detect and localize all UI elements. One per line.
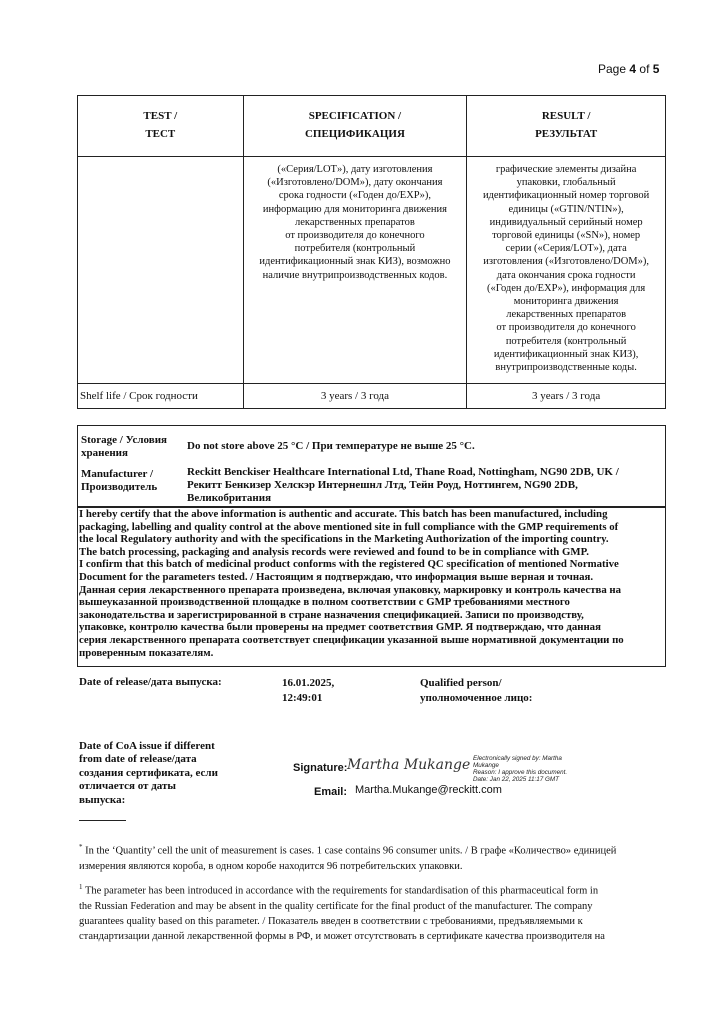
certification-line: I confirm that this batch of medicinal product conforms with the registered QC specification of mentioned Normative bbox=[79, 558, 619, 571]
specification-cell bbox=[243, 157, 467, 384]
shelf-life-spec: 3 years / 3 года bbox=[243, 384, 467, 409]
certification-line: законодательства и зарегистрированной в стране назначения спецификацией. Записи по производству, bbox=[79, 608, 584, 621]
manufacturer-value: Reckitt Benckiser Healthcare International Ltd, Thane Road, Nottingham, NG90 2DB, UK / Рекитт Бенкизер Хелскэр Интернешнл Лтд, Тейн Роуд, Ноттингем, NG90 2DB, Великобритания bbox=[187, 466, 619, 504]
result-line: дата окончания срока годности bbox=[496, 269, 636, 281]
result-line: идентификационный номер торговой bbox=[482, 190, 650, 202]
certification-line: проверенным показателям. bbox=[79, 646, 214, 659]
shelf-life-test: Shelf life / Срок годности bbox=[78, 384, 244, 409]
storage-value: Do not store above 25 °C / При температуре не выше 25 °C. bbox=[187, 440, 475, 452]
specification-line: идентификационный знак КИЗ), возможно bbox=[259, 256, 451, 268]
certification-line: упаковке, контролю качества были проверены на предмет соответствия GMP. Я подтверждаю, что данная bbox=[79, 621, 601, 634]
certification-box bbox=[77, 507, 666, 667]
electronic-signature-stamp: Electronically signed by: Martha Mukange Reason: I approve this document. Date: Jan 22, 2025 11:17 GMT bbox=[473, 755, 568, 783]
certification-text bbox=[78, 508, 665, 659]
result-line: изготовления («Изготовлено/DOM»), bbox=[483, 256, 649, 268]
footnote-one: $^1$ The parameter has been introduced in accordance with the requirements for standardisation of this pharmaceutical form in the Russian Federation and may be absent in the quality certificate for the final product of the manufacturer. The company guarantees quality based on this parameter. / Показатель введен в соответствии с требованиями, предъявляемыми к стандартизации данной лекарственной формы в РФ, и может отсутствовать в сертификате качества производителя на bbox=[79, 883, 605, 942]
specification-line: («Изготовлено/DOM»), дату окончания bbox=[267, 177, 443, 189]
header-result: RESULT / РЕЗУЛЬТАТ bbox=[467, 96, 666, 157]
footnote-star: * In the ‘Quantity’ cell the unit of measurement is cases. 1 case contains 96 consumer units. / В графе «Количество» единицей измерения являются короба, в одном коробе находится 96 потребительских упаковки. bbox=[79, 843, 617, 872]
certification-line: серия лекарственного препарата соответствует спецификации указанной выше нормативной документации по bbox=[79, 633, 624, 646]
table-header-row bbox=[78, 96, 666, 157]
table-row-continued bbox=[78, 157, 666, 384]
certification-line: I hereby certify that the above information is authentic and accurate. This batch has been manufactured, including bbox=[79, 508, 608, 520]
result-line: («Годен до/EXP»), информация для bbox=[487, 282, 646, 294]
specification-line: лекарственных препаратов bbox=[295, 216, 415, 228]
handwritten-signature: Martha Mukange bbox=[347, 757, 471, 773]
result-line: потребителя (контрольный bbox=[505, 335, 627, 347]
certification-line: the local Regulatory authority and with the specifications in the Marketing Authorization of the importing country. bbox=[79, 533, 609, 546]
header-specification: SPECIFICATION / СПЕЦИФИКАЦИЯ bbox=[243, 96, 467, 157]
result-line: идентификационный знак КИЗ), bbox=[493, 348, 639, 360]
header-test: TEST / ТЕСТ bbox=[78, 96, 244, 157]
specification-line: («Серия/LOT»), дату изготовления bbox=[277, 164, 433, 175]
result-line: единицы («GTIN/NTIN»), bbox=[508, 203, 624, 215]
test-cell-empty bbox=[78, 157, 244, 384]
result-line: торговой единицы («SN»), номер bbox=[492, 230, 641, 242]
result-line: внутрипроизводственные коды. bbox=[495, 362, 637, 374]
certification-line: packaging, labelling and quality control at the above mentioned site in full compliance with the GMP requirements of bbox=[79, 520, 619, 533]
email-label: Email: bbox=[314, 786, 348, 798]
result-line: индивидуальный серийный номер bbox=[489, 216, 643, 228]
result-line: серии («Серия/LOT»), дата bbox=[505, 243, 627, 255]
specification-table bbox=[77, 95, 666, 409]
specification-line: наличие внутрипроизводственных кодов. bbox=[262, 269, 448, 281]
email-value: Martha.Mukange@reckitt.com bbox=[355, 784, 502, 796]
result-cell bbox=[467, 157, 666, 384]
certification-line: Document for the parameters tested. / Настоящим я подтверждаю, что информация выше верная и точная. bbox=[79, 570, 594, 583]
specification-line: срока годности («Годен до/EXP»), bbox=[278, 190, 431, 202]
specification-line: от производителя до конечного bbox=[285, 230, 425, 242]
release-date-value: 16.01.2025, 12:49:01 bbox=[282, 677, 335, 704]
shelf-life-result: 3 years / 3 года bbox=[467, 384, 666, 409]
result-line: графические элементы дизайна bbox=[495, 164, 637, 175]
specification-line: информацию для мониторинга движения bbox=[262, 203, 447, 215]
certification-line: Данная серия лекарственного препарата произведена, включая упаковку, маркировку и контроль качества на bbox=[79, 583, 622, 596]
manufacturer-label: Manufacturer / Производитель bbox=[81, 468, 158, 493]
certification-line: The batch processing, packaging and analysis records were reviewed and found to be in compliance with GMP. bbox=[79, 545, 589, 558]
signature-label: Signature: bbox=[293, 762, 348, 774]
qualified-person-label: Qualified person/ уполномоченное лицо: bbox=[420, 677, 533, 704]
result-line: мониторинга движения bbox=[513, 296, 619, 308]
result-line: упаковки, глобальный bbox=[516, 177, 616, 189]
storage-label: Storage / Условия хранения bbox=[81, 434, 167, 459]
footnote-divider bbox=[79, 820, 126, 821]
certification-line: вышеуказанной производственной площадке в полном соответствии с GMP требованиями местного bbox=[79, 596, 570, 609]
page-number: Page 4 of 5 bbox=[598, 62, 660, 76]
storage-manufacturer-box bbox=[77, 425, 666, 507]
release-date-label: Date of release/дата выпуска: bbox=[79, 676, 222, 688]
result-line: лекарственных препаратов bbox=[506, 309, 627, 321]
result-line: от производителя до конечного bbox=[496, 322, 636, 334]
table-row-shelf-life bbox=[78, 384, 666, 409]
specification-line: потребителя (контрольный bbox=[294, 243, 416, 255]
coa-issue-label: Date of CoA issue if different from date of release/дата создания сертификата, если отличается от даты выпуска: bbox=[79, 740, 218, 806]
